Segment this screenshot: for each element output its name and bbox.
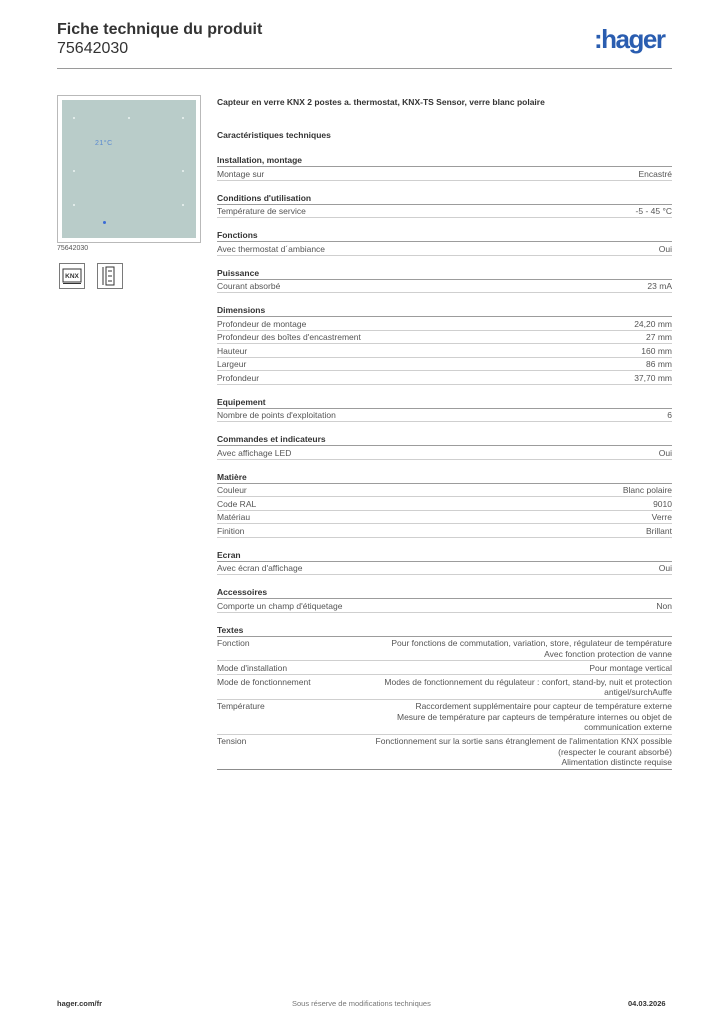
product-image: [57, 95, 201, 243]
spec-section: [217, 434, 672, 460]
text-row: [217, 735, 672, 770]
text-line: Fonctionnement sur la sortie sans étranglement de l'alimentation KNX possible (respecter le courant absorbé): [375, 736, 672, 757]
spec-row: [217, 280, 672, 294]
spec-row: [217, 562, 672, 576]
spec-value: Verre: [651, 512, 672, 522]
text-row: [217, 675, 672, 700]
spec-value: Non: [656, 600, 672, 611]
spec-row: [217, 167, 672, 181]
text-row: [217, 661, 672, 675]
footer-disclaimer: Sous réserve de modifications techniques: [292, 999, 431, 1008]
spec-row: [217, 358, 672, 372]
spec-row: [217, 524, 672, 538]
text-line: Alimentation distincte requise: [561, 757, 672, 767]
spec-value: 160 mm: [641, 345, 672, 356]
text-value: [372, 701, 672, 734]
spec-value: 37,70 mm: [634, 372, 672, 383]
spec-label: Avec écran d'affichage: [217, 563, 303, 573]
spec-row: [217, 242, 672, 256]
spec-section: [217, 472, 672, 538]
spec-value: Oui: [658, 243, 672, 254]
spec-value: 6: [667, 410, 672, 420]
image-caption: 75642030: [57, 245, 89, 252]
texts-rows: [217, 637, 672, 770]
spec-row: [217, 511, 672, 525]
text-line: Raccordement supplémentaire pour capteur de température externe: [415, 701, 672, 711]
spec-value: -5 - 45 °C: [635, 206, 672, 216]
spec-label: Courant absorbé: [217, 281, 281, 291]
spec-label: Largeur: [217, 359, 247, 369]
header-title: Fiche technique du produit: [57, 21, 263, 38]
spec-row: [217, 409, 672, 423]
spec-section: [217, 305, 672, 385]
header-rule: [57, 68, 672, 69]
texts-section: [217, 625, 672, 770]
spec-row: [217, 317, 672, 331]
status-led: [103, 221, 106, 224]
text-line: Pour montage vertical: [589, 662, 672, 673]
spec-value: Encastré: [638, 168, 672, 179]
section-title: Ecran: [217, 550, 672, 562]
text-label: Fonction: [217, 638, 250, 648]
section-title: Textes: [217, 625, 672, 637]
spec-value: 24,20 mm: [634, 318, 672, 329]
spec-sheet: [217, 96, 672, 782]
spec-value: Blanc polaire: [622, 485, 672, 495]
section-title: Fonctions: [217, 230, 672, 242]
spec-value: 9010: [653, 498, 672, 509]
flush-mount-icon: [97, 263, 123, 289]
text-label: Mode d'installation: [217, 662, 288, 673]
spec-label: Nombre de points d'exploitation: [217, 410, 336, 420]
spec-row: [217, 205, 672, 219]
spec-sections: [217, 155, 672, 613]
svg-text:KNX: KNX: [65, 273, 79, 280]
section-title: Accessoires: [217, 587, 672, 599]
spec-label: Avec thermostat d´ambiance: [217, 243, 326, 254]
hager-logo: [594, 26, 674, 56]
section-title: Puissance: [217, 268, 672, 280]
spec-value: Oui: [658, 447, 672, 458]
spec-section: [217, 230, 672, 256]
spec-row: [217, 331, 672, 345]
footer-date: 04.03.2026: [628, 999, 666, 1008]
product-reference: 75642030: [57, 40, 129, 57]
text-line: Mesure de température par capteurs de température internes ou objet de communication externe: [397, 711, 672, 732]
text-label: Température: [217, 701, 265, 711]
spec-label: Profondeur: [217, 372, 260, 383]
spec-value: Oui: [658, 563, 672, 573]
spec-section: [217, 268, 672, 294]
spec-value: 27 mm: [646, 332, 672, 342]
spec-label: Finition: [217, 525, 245, 536]
spec-label: Hauteur: [217, 345, 248, 356]
spec-label: Profondeur des boîtes d'encastrement: [217, 332, 361, 342]
section-title: Dimensions: [217, 305, 672, 317]
spec-label: Avec affichage LED: [217, 447, 292, 458]
text-row: [217, 637, 672, 662]
text-value: [372, 736, 672, 769]
text-line: Avec fonction protection de vanne: [544, 648, 672, 659]
spec-row: [217, 599, 672, 613]
section-title: Conditions d'utilisation: [217, 193, 672, 205]
section-title: Commandes et indicateurs: [217, 434, 672, 446]
spec-label: Profondeur de montage: [217, 318, 307, 329]
text-value: [391, 638, 672, 660]
spec-label: Comporte un champ d'étiquetage: [217, 600, 343, 611]
text-label: Mode de fonctionnement: [217, 676, 311, 687]
thermostat-display: 21°C: [95, 140, 113, 147]
text-label: Tension: [217, 736, 247, 746]
text-row: [217, 700, 672, 735]
spec-value: Brillant: [646, 525, 672, 536]
spec-row: [217, 484, 672, 498]
section-title: Equipement: [217, 397, 672, 409]
spec-section: [217, 193, 672, 219]
spec-row: [217, 344, 672, 358]
spec-label: Couleur: [217, 485, 247, 495]
product-title: Capteur en verre KNX 2 postes a. thermostat, KNX-TS Sensor, verre blanc polaire: [217, 97, 545, 107]
glass-panel: [62, 100, 196, 238]
spec-section: [217, 397, 672, 423]
text-value: [372, 677, 672, 699]
spec-label: Montage sur: [217, 168, 265, 179]
specs-heading: Caractéristiques techniques: [217, 130, 331, 140]
spec-row: [217, 446, 672, 460]
text-value: [589, 663, 672, 675]
spec-value: 23 mA: [647, 281, 672, 291]
spec-section: [217, 587, 672, 613]
spec-label: Température de service: [217, 206, 306, 216]
section-title: Installation, montage: [217, 155, 672, 167]
text-line: Modes de fonctionnement du régulateur : confort, stand-by, nuit et protection antigel/surchAuffe: [384, 676, 672, 697]
spec-value: 86 mm: [646, 359, 672, 369]
spec-section: [217, 550, 672, 576]
spec-row: [217, 497, 672, 511]
knx-icon: [59, 263, 85, 289]
spec-label: Matériau: [217, 512, 251, 522]
logo-text: :hager: [594, 26, 665, 54]
spec-label: Code RAL: [217, 498, 257, 509]
footer-website: hager.com/fr: [57, 999, 103, 1008]
spec-section: [217, 155, 672, 181]
section-title: Matière: [217, 472, 672, 484]
spec-row: [217, 371, 672, 385]
text-line: Pour fonctions de commutation, variation, store, régulateur de température: [391, 638, 672, 648]
